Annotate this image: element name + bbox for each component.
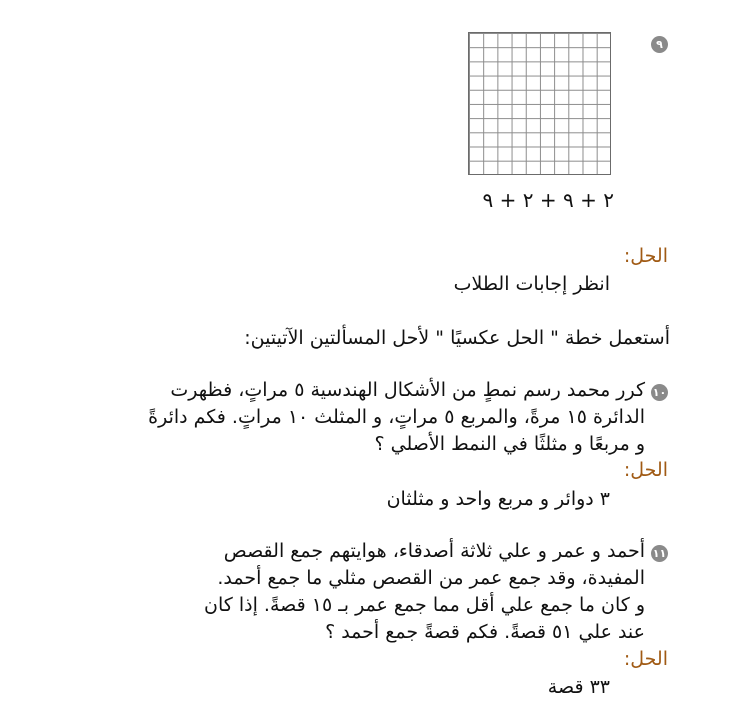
question-10-number-badge: ١٠ <box>652 386 667 399</box>
question-10-answer: ٣ دوائر و مربع واحد و مثلثان <box>386 488 610 510</box>
question-9-answer: انظر إجابات الطلاب <box>453 273 610 295</box>
question-10-solution-label: الحل: <box>623 459 668 481</box>
question-9-solution-label: الحل: <box>623 245 668 267</box>
question-11-solution-label: الحل: <box>623 648 668 670</box>
question-10-line: و مربعًا و مثلثًا في النمط الأصلي ؟ <box>374 433 645 455</box>
question-9-expression: ٢ + ٩ + ٢ + ٩ <box>482 188 614 212</box>
strategy-instruction: أستعمل خطة " الحل عكسيًا " لأحل المسألتين الآتيتين: <box>244 327 670 349</box>
question-10-line: الدائرة ١٥ مرةً، والمربع ٥ مراتٍ، و المثلث ١٠ مراتٍ. فكم دائرةً <box>148 406 645 428</box>
question-11-line: و كان ما جمع علي أقل مما جمع عمر بـ ١٥ قصةً. إذا كان <box>204 594 645 616</box>
question-11-text <box>90 538 645 646</box>
question-9-number-badge: ٩ <box>651 36 668 53</box>
question-11-line: المفيدة، وقد جمع عمر من القصص مثلي ما جمع أحمد. <box>217 567 645 589</box>
question-11-line: عند علي ٥١ قصةً. فكم قصةً جمع أحمد ؟ <box>325 621 645 643</box>
question-10-line: كرر محمد رسم نمطٍ من الأشكال الهندسية ٥ مراتٍ، فظهرت <box>170 379 645 401</box>
question-11-answer: ٣٣ قصة <box>547 676 610 698</box>
question-11-number-badge: ١١ <box>652 547 667 560</box>
question-11-line: أحمد و عمر و علي ثلاثة أصدقاء، هوايتهم جمع القصص <box>223 540 645 562</box>
question-10-text <box>90 377 645 458</box>
drawing-grid <box>468 32 611 175</box>
